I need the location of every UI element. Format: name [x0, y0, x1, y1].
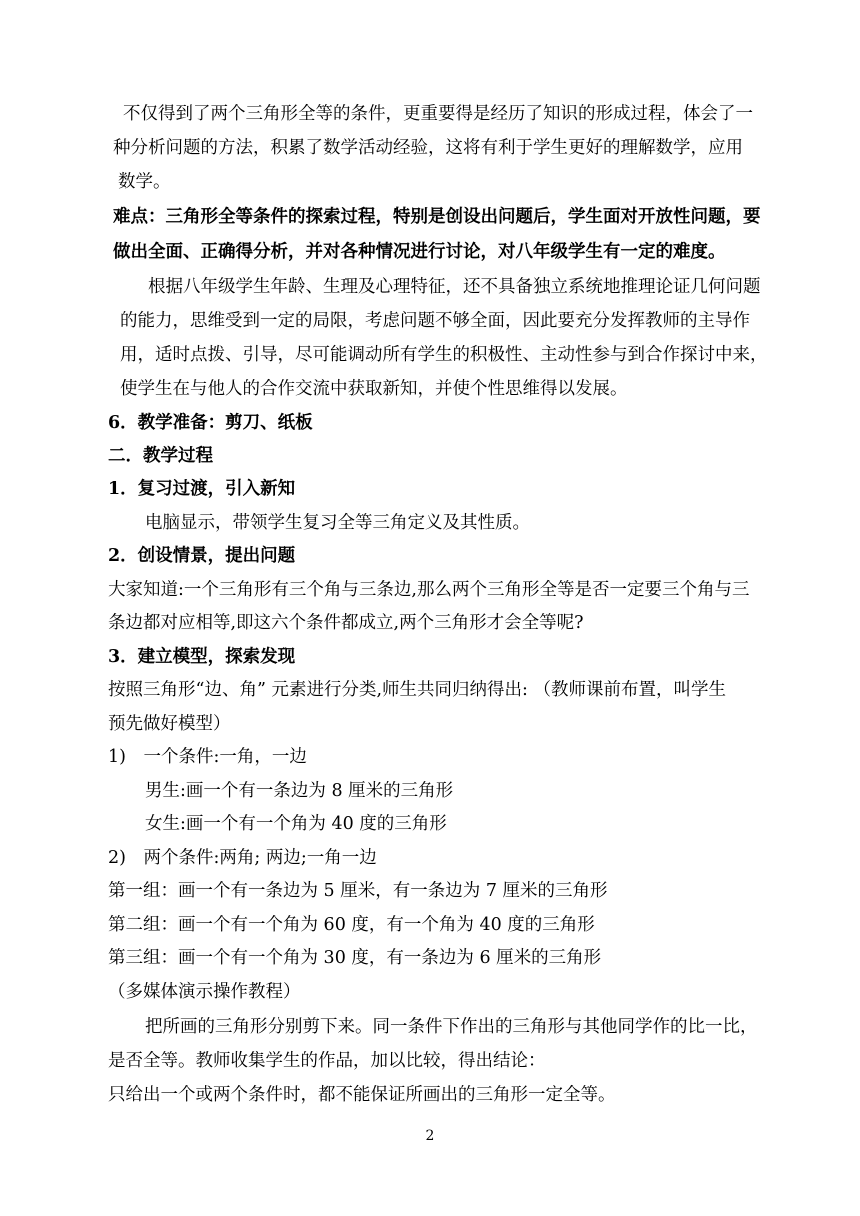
text-line: 使学生在与他人的合作交流中获取新知，并使个性思维得以发展。: [120, 379, 628, 399]
text-line: 是否全等。教师收集学生的作品，加以比较，得出结论：: [108, 1051, 546, 1071]
text-line: 的能力，思维受到一定的局限，考虑问题不够全面，因此要充分发挥教师的主导作: [120, 311, 750, 331]
list-item: 女生:画一个有一个角为 40 度的三角形: [145, 814, 447, 834]
text-line: 不仅得到了两个三角形全等的条件，更重要得是经历了知识的形成过程，体会了一: [123, 104, 753, 124]
section-heading: [108, 411, 313, 435]
section-heading: 二．教学过程: [108, 446, 213, 466]
page-number: 2: [425, 1128, 435, 1144]
difficulty-heading: 难点：三角形全等条件的探索过程，特别是创设出问题后，学生面对开放性问题，要: [113, 207, 761, 227]
list-item: 2) 两个条件:两角; 两边;一角一边: [108, 848, 377, 868]
text-line: （多媒体演示操作教程）: [108, 982, 301, 1002]
list-item: 第一组：画一个有一条边为 5 厘米，有一条边为 7 厘米的三角形: [108, 881, 608, 901]
text-line: 做出全面、正确得分析，并对各种情况进行讨论，对八年级学生有一定的难度。: [113, 242, 726, 262]
text-line: 预先做好模型）: [108, 714, 231, 734]
text-line: 电脑显示，带领学生复习全等三角定义及其性质。: [145, 513, 530, 533]
list-item: 男生:画一个有一条边为 8 厘米的三角形: [145, 781, 454, 801]
section-heading: 1．复习过渡，引入新知: [108, 479, 296, 499]
section-heading: 3．建立模型，探索发现: [108, 647, 296, 667]
text-line: 按照三角形“边、角” 元素进行分类,师生共同归纳得出: （教师课前布置，叫学生: [108, 680, 726, 700]
text-line: 种分析问题的方法，积累了数学活动经验，这将有利于学生更好的理解数学，应用: [113, 138, 743, 158]
list-item: 第三组：画一个有一个角为 30 度，有一条边为 6 厘米的三角形: [108, 948, 602, 968]
text-line: 大家知道:一个三角形有三个角与三条边,那么两个三角形全等是否一定要三个角与三: [108, 580, 750, 600]
text-span: 6．教学准备：剪刀、纸板: [108, 413, 313, 433]
list-item: 第二组：画一个有一个角为 60 度，有一个角为 40 度的三角形: [108, 915, 595, 935]
text-line: 条边都对应相等,即这六个条件都成立,两个三角形才会全等呢?: [108, 613, 584, 633]
list-item: 1) 一个条件:一角，一边: [108, 747, 307, 767]
text-line: 用，适时点拨、引导，尽可能调动所有学生的积极性、主动性参与到合作探讨中来，: [120, 345, 768, 365]
text-line: 把所画的三角形分别剪下来。同一条件下作出的三角形与其他同学作的比一比，: [145, 1017, 758, 1037]
text-line: 只给出一个或两个条件时，都不能保证所画出的三角形一定全等。: [108, 1085, 616, 1105]
text-line: 数学。: [118, 172, 171, 192]
section-heading: 2．创设情景，提出问题: [108, 546, 296, 566]
text-line: 根据八年级学生年龄、生理及心理特征，还不具备独立系统地推理论证几何问题: [148, 277, 761, 297]
